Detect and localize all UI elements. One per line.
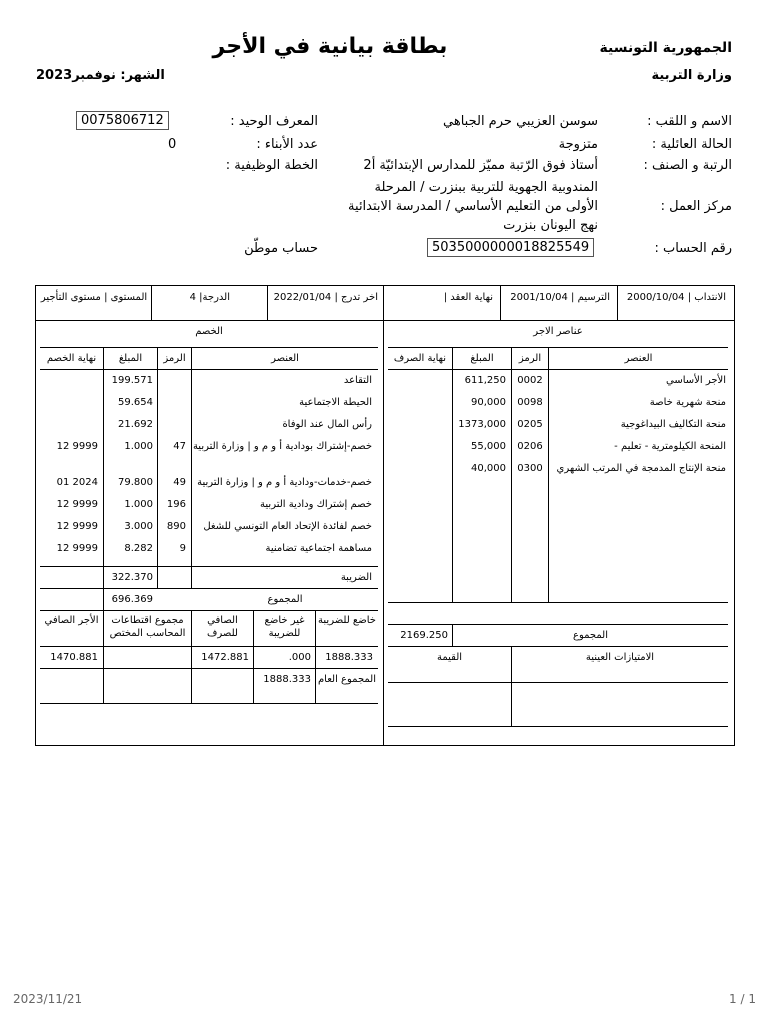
deductions-row-amount: 199.571 [111, 375, 153, 386]
print-date: 2023/11/21 [13, 992, 83, 1006]
earnings-total-label: المجموع [573, 630, 608, 641]
deductions-row-amount: 79.800 [118, 477, 153, 488]
earnings-row-amount: 90,000 [471, 397, 506, 408]
career-contract-end: نهاية العقد | [443, 292, 493, 303]
deductions-row-code: 49 [173, 477, 186, 488]
work-line-2: الأولى من التعليم الأساسي / المدرسة الابتدائية [348, 199, 598, 214]
deductions-row-end: 12 9999 [56, 521, 98, 532]
children-value: 0 [168, 137, 177, 152]
deductions-row-element: رأس المال عند الوفاة [282, 419, 372, 430]
children-label: عدد الأبناء : [256, 137, 318, 152]
benefits-label: الامتيازات العينية [585, 652, 655, 663]
summary-netpay-value: 1472.881 [201, 652, 249, 663]
deductions-row-element: خصم إشتراك ودادية التربية [260, 499, 372, 510]
deductions-header-element: العنصر [271, 353, 299, 364]
career-tenure: الترسيم | 2001/10/04 [510, 292, 610, 303]
name-value: سوسن العزيبي حرم الجباهي [443, 114, 598, 129]
plan-label: الخطة الوظيفية : [225, 158, 318, 173]
earnings-row-code: 0206 [517, 441, 543, 452]
earnings-row-amount: 611,250 [464, 375, 506, 386]
earnings-row-element: منحة التكاليف البيداغوجية [620, 419, 726, 430]
deductions-row-code: 890 [166, 521, 186, 532]
earnings-row-amount: 1373,000 [458, 419, 506, 430]
deductions-row-element: التقاعد [343, 375, 372, 386]
summary-accountant-label: مجموع اقتطاعات المحاسب المختص [109, 615, 186, 639]
account-label: رقم الحساب : [654, 241, 732, 256]
account-value: 5035000000018825549 [427, 238, 594, 257]
deductions-row-amount: 3.000 [124, 521, 153, 532]
deductions-row-end: 01 2024 [56, 477, 98, 488]
summary-net-label: الأجر الصافي [44, 615, 99, 626]
earnings-header-code: الرمز [518, 353, 542, 364]
earnings-row-amount: 55,000 [471, 441, 506, 452]
month-label: الشهر: نوفمبر2023 [36, 68, 165, 83]
deductions-header-end: نهاية الخصم [46, 353, 97, 364]
deductions-row-end: 12 9999 [56, 441, 98, 452]
earnings-row-amount: 40,000 [471, 463, 506, 474]
earnings-row-element: منحة الإنتاج المدمجة في المرتب الشهري [556, 463, 726, 474]
rank-value: أستاذ فوق الرّتبة مميّز للمدارس الإبتدائيّة أ2 [363, 158, 598, 173]
earnings-row-element: المنحة الكيلومترية - تعليم - [614, 441, 726, 452]
deductions-header-code: الرمز [163, 353, 186, 364]
family-label: الحالة العائلية : [651, 137, 732, 152]
deductions-row-amount: 1.000 [124, 499, 153, 510]
work-line-1: المندوبية الجهوية للتربية ببنزرت / المرحلة [374, 180, 598, 195]
work-line-3: نهج اليونان بنزرت [503, 218, 598, 233]
family-value: متزوجة [558, 137, 598, 152]
tax-label: الضريبة [340, 572, 372, 583]
benefits-value-label: القيمة [436, 652, 463, 663]
earnings-title: عناصر الاجر [533, 326, 583, 337]
deductions-row-element: خصم لفائدة الإتحاد العام التونسي للشغل [203, 521, 372, 532]
deductions-title: الخصم [195, 326, 223, 337]
deductions-row-amount: 8.282 [124, 543, 153, 554]
deductions-row-element: خصم-خدمات-ودادية أ و م و | وزارة التربية [197, 477, 372, 488]
earnings-row-element: منحة شهرية خاصة [649, 397, 726, 408]
deductions-row-code: 9 [179, 543, 186, 554]
earnings-header-element: العنصر [624, 353, 653, 364]
deductions-row-end: 12 9999 [56, 543, 98, 554]
career-start: الانتداب | 2000/10/04 [626, 292, 726, 303]
name-label: الاسم و اللقب : [647, 114, 732, 129]
ministry-name: وزارة التربية [651, 68, 732, 83]
grand-total-label: المجموع العام [317, 674, 377, 685]
deductions-row-amount: 1.000 [124, 441, 153, 452]
document-title: بطاقة بيانية في الأجر [212, 34, 448, 59]
summary-nontaxable-label: غير خاضع للضريبة [264, 615, 305, 639]
deductions-row-amount: 21.692 [118, 419, 153, 430]
tax-value: 322.370 [111, 572, 153, 583]
summary-taxable-value: 1888.333 [325, 652, 373, 663]
deductions-row-element: الحيطة الاجتماعية [299, 397, 372, 408]
deductions-total-value: 696.369 [111, 594, 153, 605]
deductions-row-end: 12 9999 [56, 499, 98, 510]
career-level: المستوى | مستوى التأجير [40, 292, 148, 303]
summary-net-value: 1470.881 [50, 652, 98, 663]
id-value: 0075806712 [76, 111, 169, 130]
summary-netpay-label: الصافي للصرف [207, 615, 238, 639]
page-number: 1 / 1 [729, 992, 756, 1006]
earnings-header-end: نهاية الصرف [393, 353, 447, 364]
country-name: الجمهورية التونسية [599, 40, 732, 56]
earnings-header-amount: المبلغ [470, 353, 494, 364]
summary-taxable-label: خاضع للضريبة [318, 615, 376, 626]
earnings-row-code: 0002 [517, 375, 543, 386]
earnings-row-code: 0098 [517, 397, 543, 408]
account-type: حساب موطّن [244, 241, 318, 256]
earnings-total-value: 2169.250 [400, 630, 448, 641]
deductions-row-amount: 59.654 [118, 397, 153, 408]
summary-nontaxable-value: .000 [288, 652, 311, 663]
deductions-row-code: 196 [166, 499, 186, 510]
earnings-row-code: 0300 [517, 463, 543, 474]
deductions-total-label: المجموع [267, 594, 303, 605]
deductions-header-amount: المبلغ [118, 353, 143, 364]
career-last-step: اخر تدرج | 2022/01/04 [273, 292, 378, 303]
career-grade: الدرجة| 4 [189, 292, 230, 303]
earnings-row-element: الأجر الأساسي [666, 375, 726, 386]
work-label: مركز العمل : [660, 199, 732, 214]
deductions-row-element: مساهمة اجتماعية تضامنية [265, 543, 372, 554]
earnings-row-code: 0205 [517, 419, 543, 430]
grand-total-value: 1888.333 [263, 674, 311, 685]
rank-label: الرتبة و الصنف : [643, 158, 732, 173]
deductions-row-code: 47 [173, 441, 186, 452]
id-label: المعرف الوحيد : [230, 114, 318, 129]
deductions-row-element: خصم-إشتراك بودادية أ و م و | وزارة التربية [192, 441, 372, 452]
